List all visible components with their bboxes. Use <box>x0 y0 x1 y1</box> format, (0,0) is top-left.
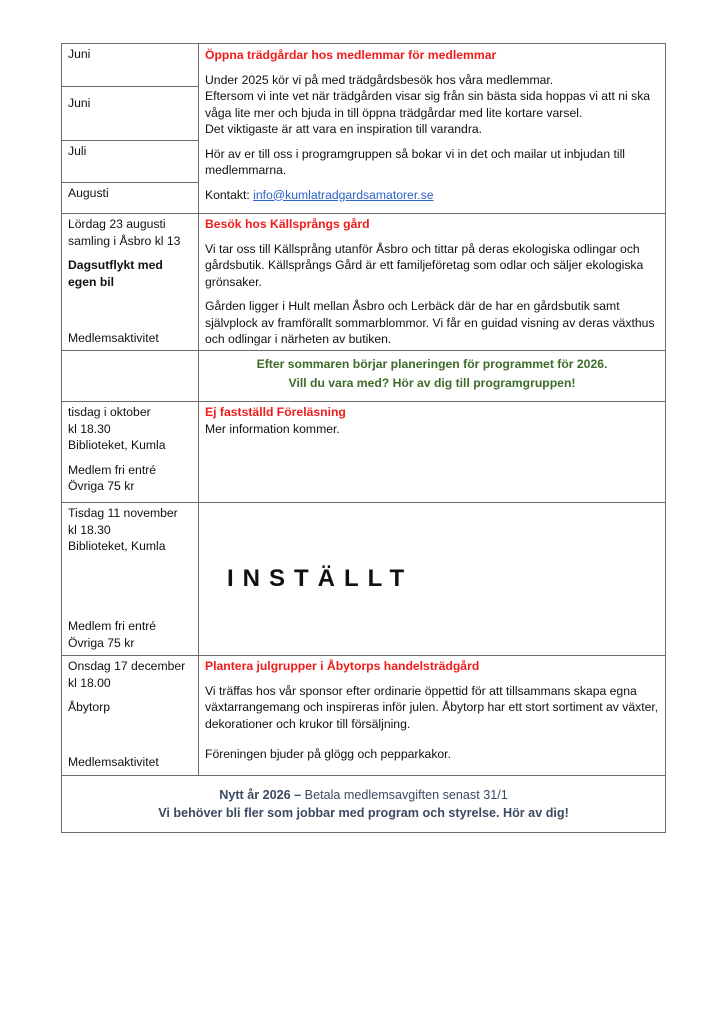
event-description-2: Föreningen bjuder på glögg och pepparkakor. <box>205 747 451 761</box>
event-title: Besök hos Källsprångs gård <box>205 217 370 231</box>
table-row <box>62 503 666 656</box>
month-cell <box>62 183 199 214</box>
event-place: Biblioteket, Kumla <box>68 539 166 553</box>
date-cell <box>62 214 199 351</box>
event-description: Mer information kommer. <box>205 421 340 436</box>
event-date: tisdag i oktober <box>68 405 151 419</box>
description-cell <box>199 402 666 503</box>
description-cell <box>199 503 666 656</box>
event-date: Lördag 23 augusti <box>68 217 166 231</box>
planning-notice-line-2: Vill du vara med? Hör av dig till programgruppen! <box>288 376 576 390</box>
event-time: kl 18.30 <box>68 421 111 436</box>
event-title: Öppna trädgårdar hos medlemmar för medlemmar <box>205 48 497 62</box>
month-label: Juni <box>68 96 91 110</box>
event-time: kl 18.00 <box>68 675 111 690</box>
planning-notice-line-1: Efter sommaren börjar planeringen för programmet för 2026. <box>256 357 608 371</box>
month-label: Augusti <box>68 186 109 200</box>
month-cell <box>62 141 199 183</box>
empty-cell <box>62 351 199 402</box>
contact-line <box>205 187 659 204</box>
activity-type: Medlemsaktivitet <box>68 754 159 769</box>
membership-fee-text: Betala medlemsavgiften senast 31/1 <box>301 788 508 802</box>
open-gardens-line-3: Det viktigaste är att vara en inspiration till varandra. <box>205 122 483 136</box>
description-cell <box>199 656 666 776</box>
contact-label: Kontakt: <box>205 187 254 202</box>
table-row <box>62 351 666 402</box>
event-description-2: Gården ligger i Hult mellan Åsbro och Lerbäck där de har en gårdsbutik samt självplock av framförallt sommarblommor. Vi får en guidad visning av deras växthus och odlingar i närheten av butiken. <box>205 299 655 346</box>
table-row <box>62 776 666 833</box>
contact-email-link[interactable]: info@kumlatradgardsamatorer.se <box>253 187 434 202</box>
program-document <box>61 43 665 833</box>
membership-fee-line <box>68 786 659 804</box>
trip-type: Dagsutflykt med egen bil <box>68 258 163 289</box>
event-description: Vi träffas hos vår sponsor efter ordinarie öppettid för att tillsammans skapa egna växtarrangemang och inspireras inför julen. Åbytorp har ett stort sortiment av växter, dekorationer och krukor till försäljning. <box>205 683 659 731</box>
open-gardens-line-2: Eftersom vi inte vet när trädgården visar sig från sin bästa sida hoppas vi att ni ska våga lite mer och bjuda in till öppna trädgårdar med lite kortare varsel. <box>205 89 651 120</box>
description-cell <box>199 214 666 351</box>
program-table <box>61 43 666 833</box>
table-row <box>62 214 666 351</box>
open-gardens-description <box>199 44 666 214</box>
activity-type: Medlemsaktivitet <box>68 330 159 345</box>
new-year-label: Nytt år 2026 – <box>219 788 302 802</box>
open-gardens-contact-info: Hör av er till oss i programgruppen så bokar vi in det och mailar ut inbjudan till medlemmarna. <box>205 146 625 177</box>
cancelled-status: INSTÄLLT <box>227 564 414 592</box>
footer-notice <box>62 776 666 833</box>
price-members: Medlem fri entré <box>68 619 157 633</box>
table-row <box>62 656 666 776</box>
event-title: Ej fastställd Föreläsning <box>205 405 346 419</box>
date-cell <box>62 402 199 503</box>
event-date: Onsdag 17 december <box>68 659 186 673</box>
month-cell <box>62 87 199 141</box>
month-cell <box>62 44 199 87</box>
date-cell <box>62 656 199 776</box>
table-row <box>62 402 666 503</box>
event-title: Plantera julgrupper i Åbytorps handelsträdgård <box>205 659 480 673</box>
open-gardens-line-1: Under 2025 kör vi på med trädgårdsbesök hos våra medlemmar. <box>205 72 554 87</box>
event-description: Vi tar oss till Källsprång utanför Åsbro och tittar på deras ekologiska odlingar och gårdsbutik. Källsprångs Gård är ett familjeföretag som odlar och säljer ekologiska grönsaker. <box>205 241 644 289</box>
event-place: Biblioteket, Kumla <box>68 438 166 452</box>
planning-notice <box>199 351 666 402</box>
event-place: Åbytorp <box>68 700 111 714</box>
volunteer-call: Vi behöver bli fler som jobbar med program och styrelse. Hör av dig! <box>158 806 569 820</box>
month-label: Juni <box>68 47 91 61</box>
price-others: Övriga 75 kr <box>68 479 135 493</box>
event-time: kl 18.30 <box>68 522 111 537</box>
month-label: Juli <box>68 144 87 158</box>
price-others: Övriga 75 kr <box>68 635 135 650</box>
event-date: Tisdag 11 november <box>68 506 178 520</box>
event-meeting-point: samling i Åsbro kl 13 <box>68 233 181 248</box>
table-row <box>62 44 666 87</box>
date-cell <box>62 503 199 656</box>
price-members: Medlem fri entré <box>68 462 157 477</box>
